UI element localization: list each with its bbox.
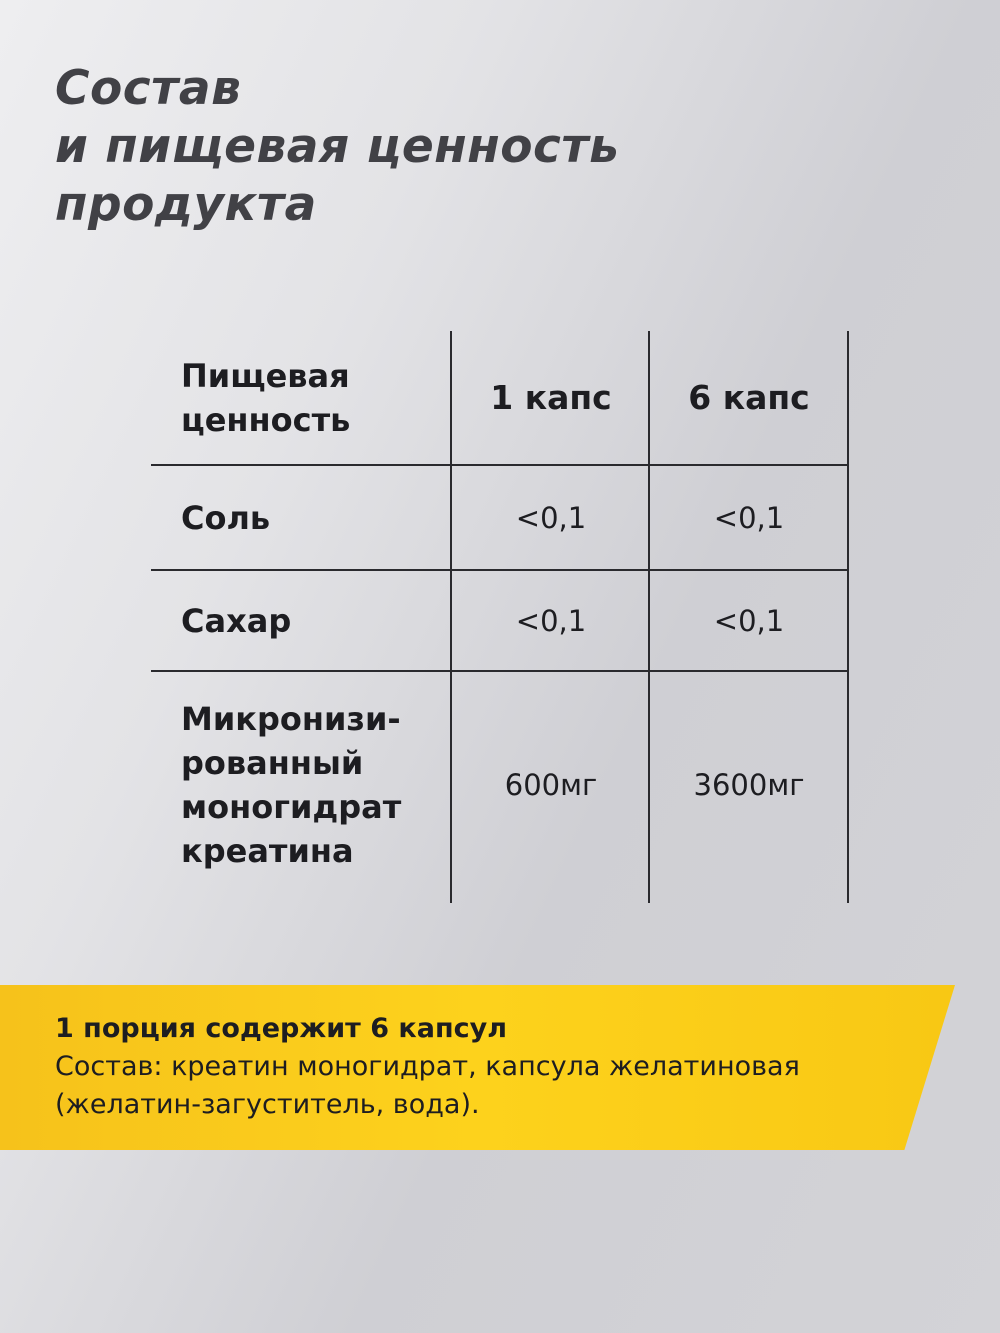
table-row-label: Сахар [181, 601, 292, 640]
table-cell: <0,1 [713, 500, 785, 535]
table-row-label: Соль [181, 498, 271, 537]
table-cell: <0,1 [713, 603, 785, 638]
title-line-2: и пищевая ценность [55, 119, 620, 174]
table-divider-vertical-3 [847, 331, 849, 903]
table-cell: 3600мг [693, 768, 805, 802]
composition-banner-text [55, 1010, 875, 1124]
title-line-3: продукта [55, 177, 317, 232]
table-cell: <0,1 [515, 603, 587, 638]
table-row-label: Микронизи-рованный моногидрат креатина [181, 700, 402, 870]
title-line-1: Состав [55, 61, 242, 116]
page-title [55, 60, 619, 234]
table-cell: 600мг [504, 768, 598, 802]
nutrition-table [151, 331, 849, 903]
table-header-label: Пищевая ценность [181, 356, 351, 439]
table-cell: <0,1 [515, 500, 587, 535]
table-header-col1: 1 капс [490, 378, 612, 417]
serving-info: 1 порция содержит 6 капсул [55, 1013, 507, 1044]
table-header-col2: 6 капс [688, 378, 810, 417]
composition-text: Состав: креатин моногидрат, капсула желатиновая (желатин-загуститель, вода). [55, 1051, 800, 1120]
